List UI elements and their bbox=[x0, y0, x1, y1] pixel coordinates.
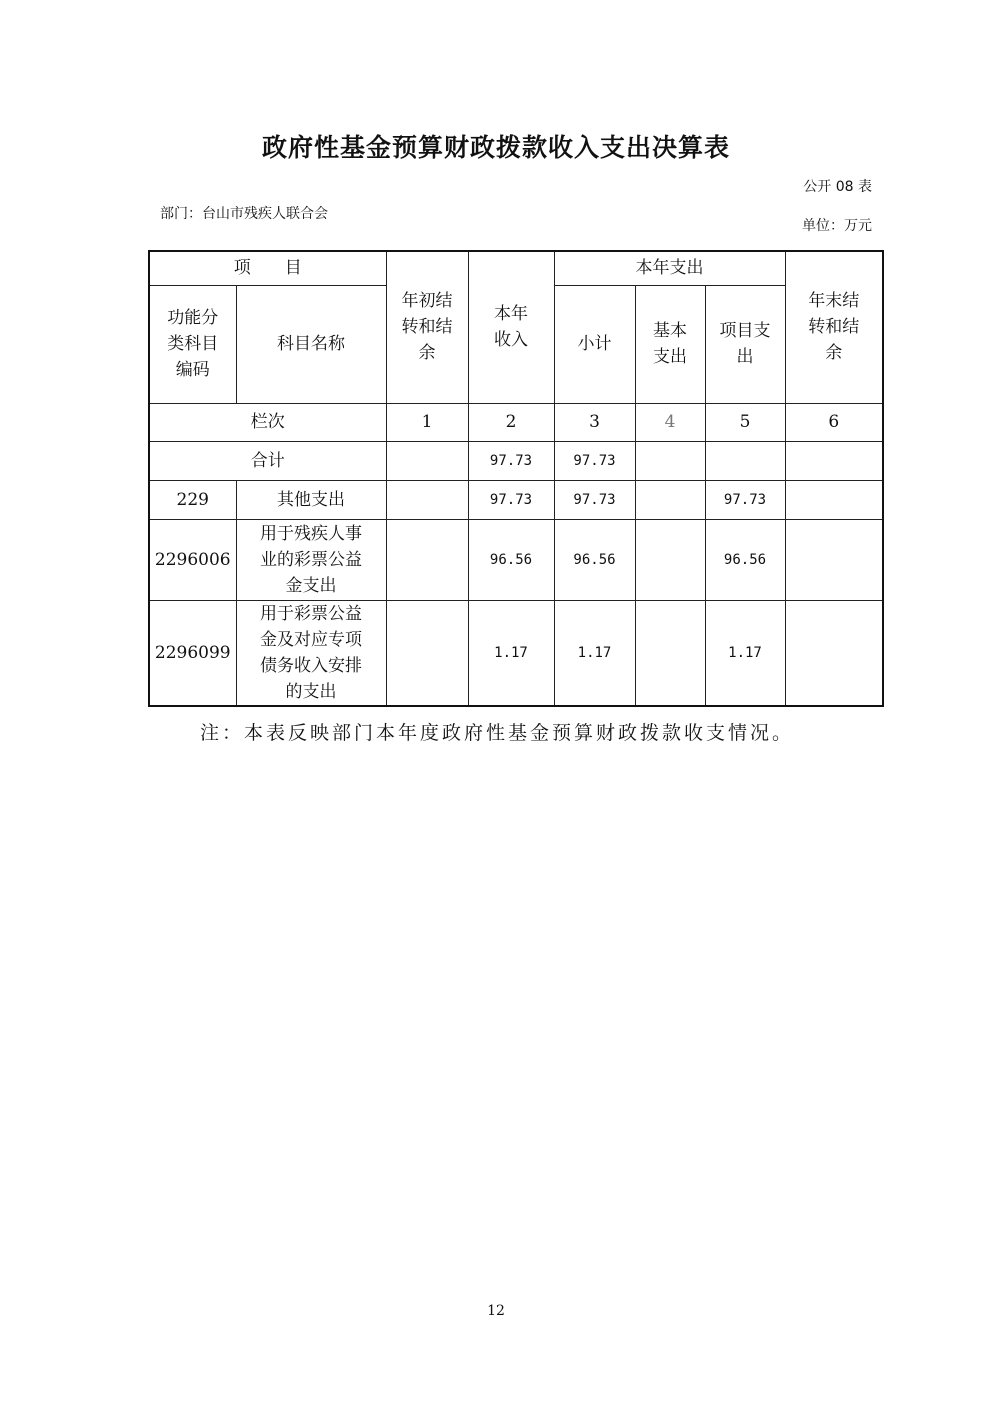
header-income: 本年收入 bbox=[468, 251, 554, 403]
header-subtotal: 小计 bbox=[554, 285, 635, 403]
row-basic bbox=[635, 480, 705, 519]
total-begin-balance bbox=[386, 441, 468, 480]
header-row-1 bbox=[149, 251, 883, 285]
total-income: 97.73 bbox=[468, 441, 554, 480]
header-end-balance: 年末结转和结余 bbox=[785, 251, 883, 403]
header-subject-name: 科目名称 bbox=[236, 285, 386, 403]
row-project: 97.73 bbox=[705, 480, 785, 519]
column-number-3: 3 bbox=[554, 403, 635, 441]
column-number-label: 栏次 bbox=[149, 403, 386, 441]
form-code: 公开 08 表 bbox=[803, 179, 872, 195]
page-number: 12 bbox=[487, 1303, 505, 1319]
row-begin-balance bbox=[386, 480, 468, 519]
row-income: 1.17 bbox=[468, 600, 554, 706]
total-project bbox=[705, 441, 785, 480]
row-subtotal: 96.56 bbox=[554, 519, 635, 600]
column-number-2: 2 bbox=[468, 403, 554, 441]
budget-table bbox=[148, 250, 884, 707]
header-expense: 本年支出 bbox=[554, 251, 785, 285]
unit-label: 单位：万元 bbox=[802, 218, 872, 234]
row-code: 229 bbox=[149, 480, 236, 519]
column-number-1: 1 bbox=[386, 403, 468, 441]
table-note: 注：本表反映部门本年度政府性基金预算财政拨款收支情况。 bbox=[200, 722, 795, 744]
row-end-balance bbox=[785, 600, 883, 706]
row-basic bbox=[635, 600, 705, 706]
column-number-4: 4 bbox=[635, 403, 705, 441]
column-number-5: 5 bbox=[705, 403, 785, 441]
total-basic bbox=[635, 441, 705, 480]
total-label: 合计 bbox=[149, 441, 386, 480]
row-code: 2296099 bbox=[149, 600, 236, 706]
row-project: 96.56 bbox=[705, 519, 785, 600]
row-end-balance bbox=[785, 480, 883, 519]
row-income: 97.73 bbox=[468, 480, 554, 519]
row-code: 2296006 bbox=[149, 519, 236, 600]
row-name: 其他支出 bbox=[236, 480, 386, 519]
column-number-row bbox=[149, 403, 883, 441]
header-func-code: 功能分类科目编码 bbox=[149, 285, 236, 403]
header-begin-balance: 年初结转和结余 bbox=[386, 251, 468, 403]
row-subtotal: 1.17 bbox=[554, 600, 635, 706]
column-number-6: 6 bbox=[785, 403, 883, 441]
row-basic bbox=[635, 519, 705, 600]
total-row bbox=[149, 441, 883, 480]
table-row bbox=[149, 480, 883, 519]
table-row bbox=[149, 600, 883, 706]
row-project: 1.17 bbox=[705, 600, 785, 706]
row-name: 用于彩票公益金及对应专项债务收入安排的支出 bbox=[236, 600, 386, 706]
row-end-balance bbox=[785, 519, 883, 600]
row-name: 用于残疾人事业的彩票公益金支出 bbox=[236, 519, 386, 600]
page-title: 政府性基金预算财政拨款收入支出决算表 bbox=[261, 133, 730, 162]
total-subtotal: 97.73 bbox=[554, 441, 635, 480]
header-project: 项目支出 bbox=[705, 285, 785, 403]
department-label: 部门：台山市残疾人联合会 bbox=[160, 206, 328, 222]
header-basic: 基本支出 bbox=[635, 285, 705, 403]
row-income: 96.56 bbox=[468, 519, 554, 600]
header-item: 项 目 bbox=[149, 251, 386, 285]
table-row bbox=[149, 519, 883, 600]
row-begin-balance bbox=[386, 519, 468, 600]
total-end-balance bbox=[785, 441, 883, 480]
row-subtotal: 97.73 bbox=[554, 480, 635, 519]
row-begin-balance bbox=[386, 600, 468, 706]
